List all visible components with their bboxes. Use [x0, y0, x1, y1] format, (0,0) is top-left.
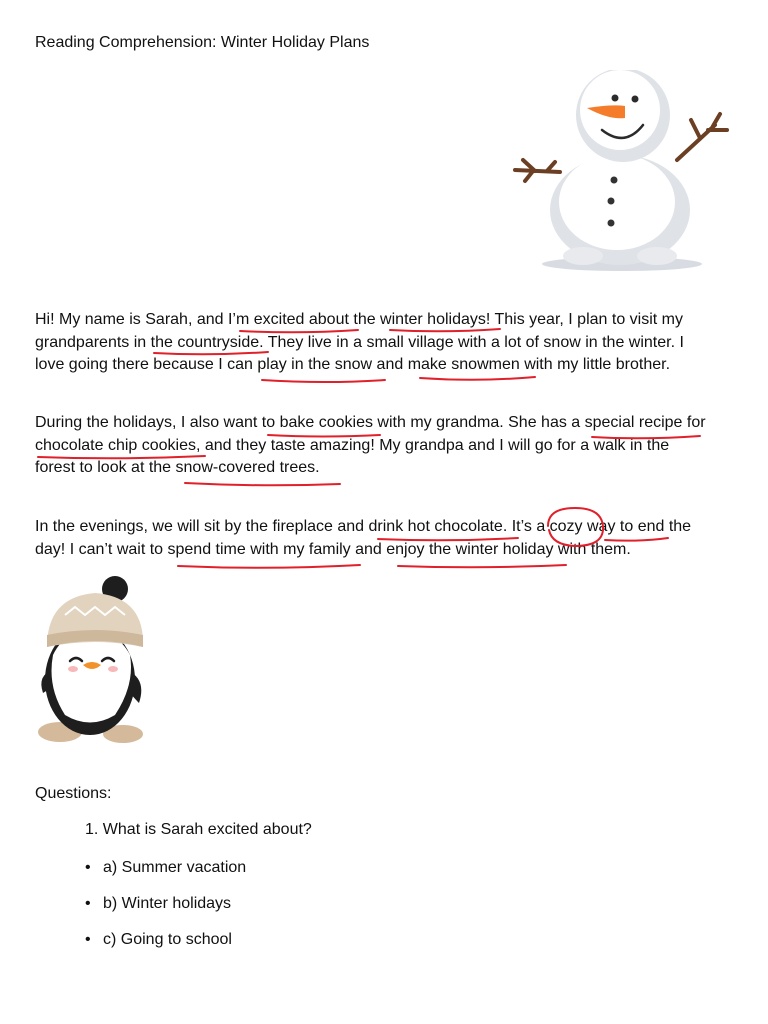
paragraph-3 [35, 516, 735, 561]
underline-mark [262, 380, 385, 382]
paragraph-line: Hi! My name is Sarah, and I’m excited about the winter holidays! This year, I plan to visit my [35, 311, 683, 328]
questions-heading: Questions: [35, 785, 112, 802]
bullet-icon: • [85, 859, 91, 876]
underline-mark [178, 565, 360, 568]
paragraph-line: chocolate chip cookies, and they taste amazing! My grandpa and I will go for a walk in the [35, 436, 670, 454]
paragraph-line: In the evenings, we will sit by the fireplace and drink hot chocolate. It’s a cozy way to end the [35, 518, 692, 535]
bullet-icon: • [85, 931, 91, 948]
option-text: b) Winter holidays [103, 895, 232, 912]
underline-mark [185, 483, 340, 485]
snowman-illustration [505, 70, 740, 275]
answer-option-c [85, 930, 232, 950]
underline-mark [420, 377, 535, 380]
option-text: c) Going to school [103, 931, 232, 948]
answer-option-b [85, 894, 231, 914]
question-1 [85, 820, 312, 840]
paragraph-2 [35, 412, 735, 480]
option-text: a) Summer vacation [103, 859, 247, 876]
paragraph-1 [35, 309, 735, 377]
question-number: 1. [85, 821, 99, 838]
paragraph-line: grandparents in the countryside. They live in a small village with a lot of snow in the winter. I [35, 333, 684, 351]
paragraph-line: love going there because I can play in the snow and make snowmen with my little brother. [35, 356, 671, 373]
paragraph-line: day! I can’t wait to spend time with my family and enjoy the winter holiday with them. [35, 540, 631, 558]
answer-option-a [85, 858, 246, 878]
paragraph-line: During the holidays, I also want to bake cookies with my grandma. She has a special recipe for [35, 414, 706, 431]
paragraph-line: forest to look at the snow-covered trees. [35, 459, 320, 476]
underline-mark [398, 565, 566, 567]
bullet-icon: • [85, 895, 91, 912]
page-title: Reading Comprehension: Winter Holiday Plans [35, 34, 370, 51]
question-text: What is Sarah excited about? [102, 821, 312, 838]
penguin-illustration [35, 575, 150, 745]
